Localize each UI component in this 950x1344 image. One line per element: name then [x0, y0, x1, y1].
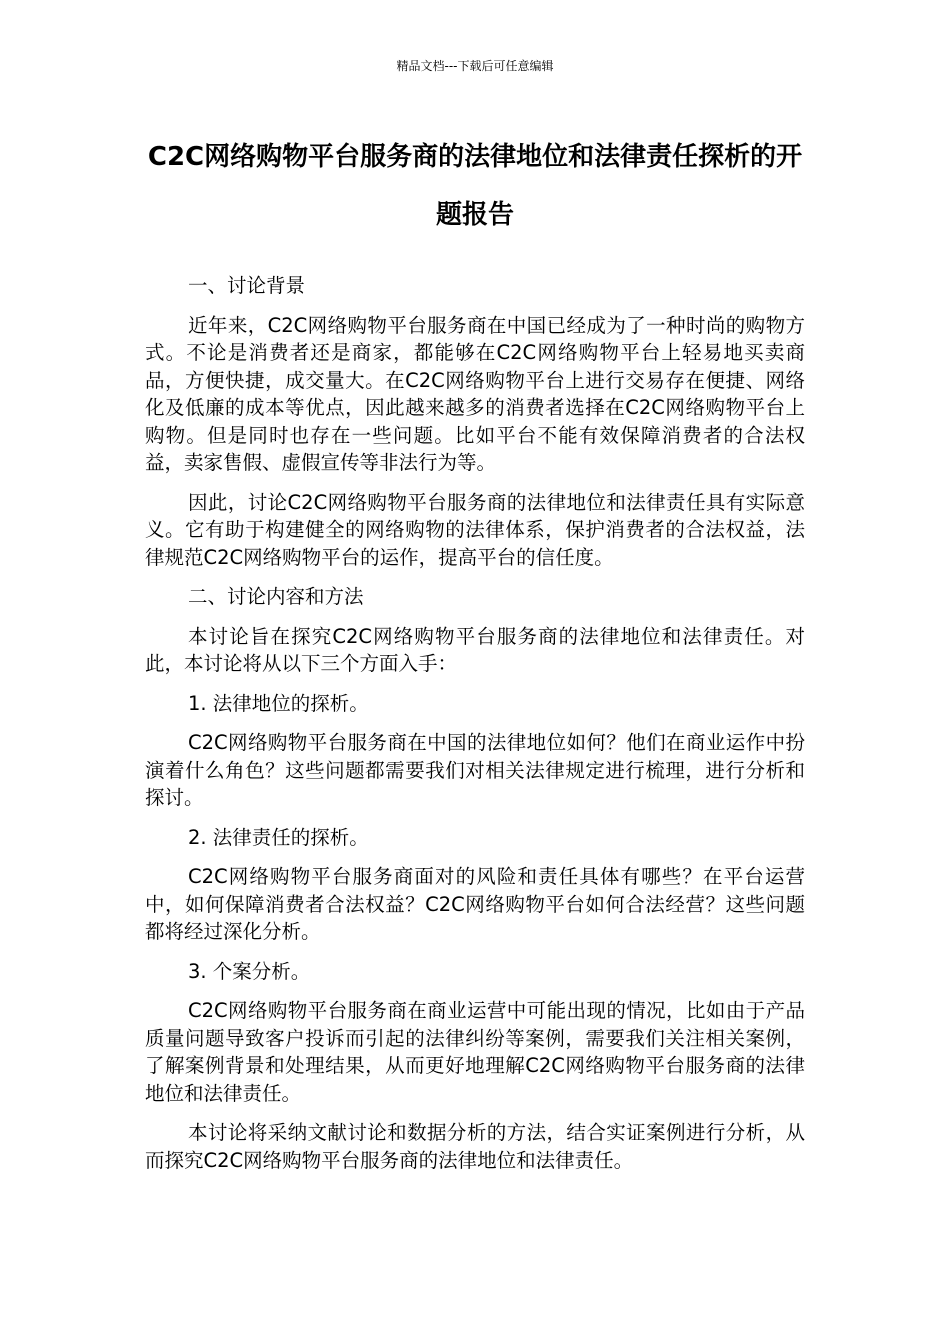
- header-note: 精品文档---下载后可任意编辑: [396, 59, 554, 73]
- list-heading-legal-status: 1. 法律地位的探析。: [188, 691, 369, 715]
- section-heading-background: 一、讨论背景: [188, 274, 306, 297]
- paragraph-case-analysis: C2C网络购物平台服务商在商业运营中可能出现的情况，比如由于产品质量问题导致客户投诉而引起的法律纠纷等案例，需要我们关注相关案例，了解案例背景和处理结果，从而更好地理解C2C网络购物平台服务商的法律地位和法律责任。: [145, 999, 805, 1105]
- paragraph-legal-liability: C2C网络购物平台服务商面对的风险和责任具体有哪些？在平台运营中，如何保障消费者合法权益？C2C网络购物平台如何合法经营？这些问题都将经过深化分析。: [145, 865, 805, 943]
- paragraph-methodology: 本讨论将采纳文献讨论和数据分析的方法，结合实证案例进行分析，从而探究C2C网络购物平台服务商的法律地位和法律责任。: [145, 1121, 805, 1172]
- list-heading-case-analysis: 3. 个案分析。: [188, 959, 311, 983]
- paragraph-background: 近年来，C2C网络购物平台服务商在中国已经成为了一种时尚的购物方式。不论是消费者还是商家，都能够在C2C网络购物平台上轻易地买卖商品，方便快捷，成交量大。在C2C网络购物平台上进行交易存在便捷、网络化及低廉的成本等优点，因此越来越多的消费者选择在C2C网络购物平台上购物。但是同时也存在一些问题。比如平台不能有效保障消费者的合法权益，卖家售假、虚假宣传等非法行为等。: [145, 313, 805, 474]
- paragraph-significance: 因此，讨论C2C网络购物平台服务商的法律地位和法律责任具有实际意义。它有助于构建健全的网络购物的法律体系，保护消费者的合法权益，法律规范C2C网络购物平台的运作，提高平台的信任度。: [145, 490, 805, 569]
- paragraph-legal-status: C2C网络购物平台服务商在中国的法律地位如何？他们在商业运作中扮演着什么角色？这些问题都需要我们对相关法律规定进行梳理，进行分析和探讨。: [145, 731, 805, 809]
- section-heading-content-methods: 二、讨论内容和方法: [188, 585, 364, 608]
- paragraph-purpose: 本讨论旨在探究C2C网络购物平台服务商的法律地位和法律责任。对此，本讨论将从以下三个方面入手：: [145, 624, 805, 675]
- document-body: [145, 272, 805, 1186]
- document-title: C2C网络购物平台服务商的法律地位和法律责任探析的开题报告: [147, 142, 803, 230]
- list-heading-legal-liability: 2. 法律责任的探析。: [188, 825, 369, 849]
